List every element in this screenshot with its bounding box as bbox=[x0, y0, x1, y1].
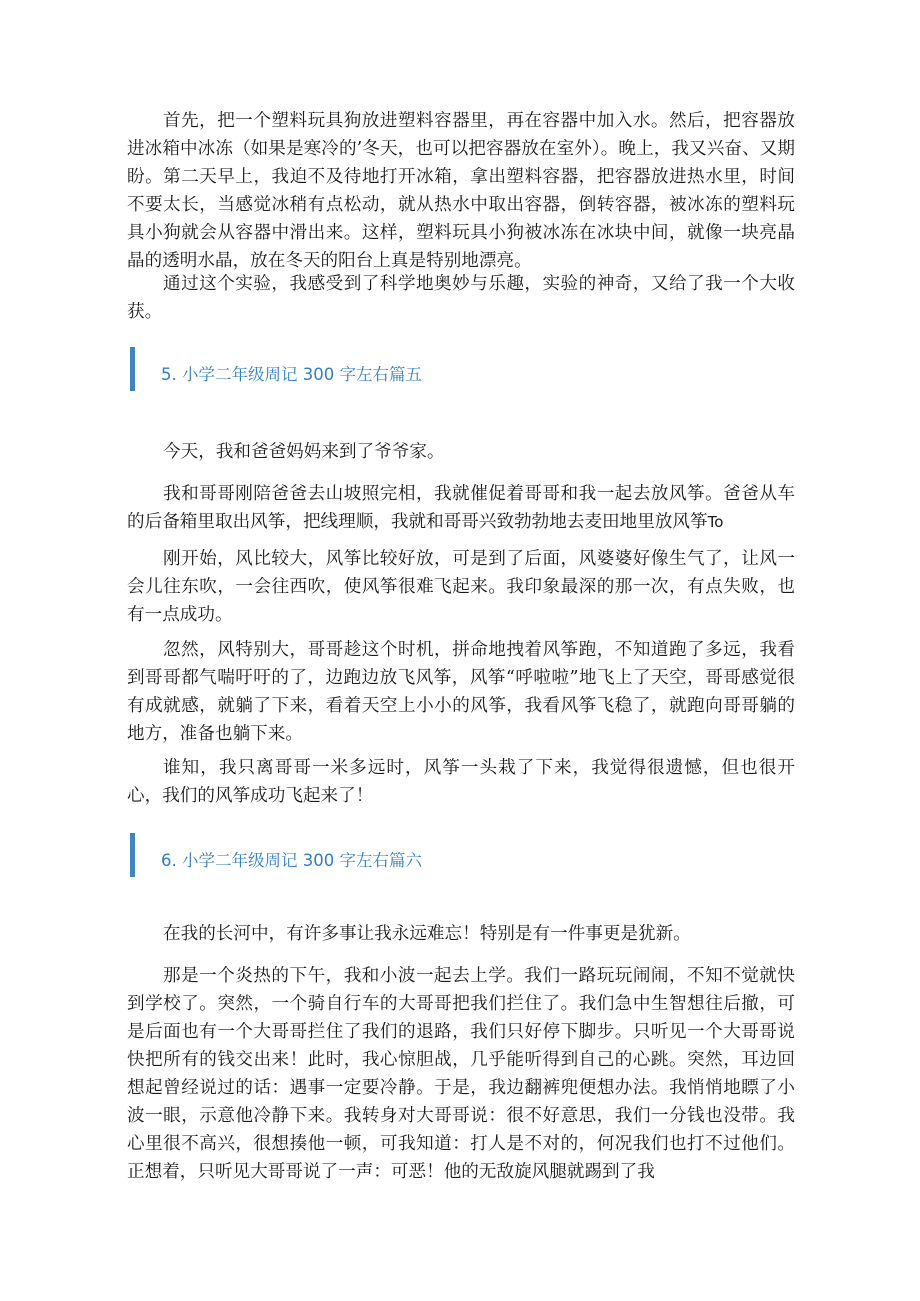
section-5-paragraph-4: 忽然，风特别大，哥哥趁这个时机，拼命地拽着风筝跑，不知道跑了多远，我看到哥哥都气喘吁吁的了，边跑边放飞风筝，风筝“呼啦啦”地飞上了天空，哥哥感觉很有成就感，就躺了下来，看着天空上小小的风筝，我看风筝飞稳了，就跑向哥哥躺的地方，准备也躺下来。 bbox=[127, 640, 795, 744]
section-6-title: 6. 小学二年级周记 300 字左右篇六 bbox=[161, 851, 422, 870]
section-5-heading bbox=[130, 347, 730, 391]
section-5-paragraph-3: 刚开始，风比较大，风筝比较好放，可是到了后面，风婆婆好像生气了，让风一会儿往东吹，一会往西吹，使风筝很难飞起来。我印象最深的那一次，有点失败，也有一点成功。 bbox=[127, 549, 795, 625]
section-5-title: 5. 小学二年级周记 300 字左右篇五 bbox=[161, 365, 422, 384]
paragraph-experiment-conclusion: 通过这个实验，我感受到了科学地奥妙与乐趣，实验的神奇，又给了我一个大收获。 bbox=[127, 274, 795, 322]
section-6-paragraph-1: 在我的长河中，有许多事让我永远难忘！特别是有一件事更是犹新。 bbox=[163, 924, 691, 944]
section-6-paragraph-2: 那是一个炎热的下午，我和小波一起去上学。我们一路玩玩闹闹，不知不觉就快到学校了。突然，一个骑自行车的大哥哥把我们拦住了。我们急中生智想往后撤，可是后面也有一个大哥哥拦住了我们的退路，我们只好停下脚步。只听见一个大哥哥说快把所有的钱交出来！此时，我心惊胆战，几乎能听得到自己的心跳。突然，耳边回想起曾经说过的话：遇事一定要冷静。于是，我边翻裤兜便想办法。我悄悄地瞟了小波一眼，示意他冷静下来。我转身对大哥哥说：很不好意思，我们一分钱也没带。我心里很不高兴，很想揍他一顿，可我知道：打人是不对的，何况我们也打不过他们。正想着，只听见大哥哥说了一声：可恶！他的无敌旋风腿就踢到了我 bbox=[127, 966, 795, 1182]
section-5-paragraph-2-text: 我和哥哥刚陪爸爸去山坡照完相，我就催促着哥哥和我一起去放风筝。爸爸从车的后备箱里取出风筝，把线理顺，我就和哥哥兴致勃勃地去麦田地里放风筝 bbox=[127, 484, 795, 532]
section-5-paragraph-1: 今天，我和爸爸妈妈来到了爷爷家。 bbox=[163, 442, 445, 462]
paragraph-experiment-steps: 首先，把一个塑料玩具狗放进塑料容器里，再在容器中加入水。然后，把容器放进冰箱中冰冻（如果是寒冷的’冬天，也可以把容器放在室外）。晚上，我又兴奋、又期盼。第二天早上，我迫不及待地打开冰箱，拿出塑料容器，把容器放进热水里，时间不要太长，当感觉冰稍有点松动，就从热水中取出容器，倒转容器，被冰冻的塑料玩具小狗就会从容器中滑出来。这样，塑料玩具小狗被冰冻在冰块中间，就像一块亮晶晶的透明水晶，放在冬天的阳台上真是特别地漂亮。 bbox=[127, 111, 795, 271]
section-6-heading bbox=[130, 833, 730, 877]
section-5-paragraph-2-tail: To bbox=[707, 513, 724, 531]
section-5-accent-bar bbox=[130, 347, 135, 391]
section-6-accent-bar bbox=[130, 833, 135, 877]
section-5-paragraph-5: 谁知，我只离哥哥一米多远时，风筝一头栽了下来，我觉得很遗憾，但也很开心，我们的风筝成功飞起来了！ bbox=[127, 758, 795, 806]
section-5-paragraph-2 bbox=[127, 480, 795, 536]
